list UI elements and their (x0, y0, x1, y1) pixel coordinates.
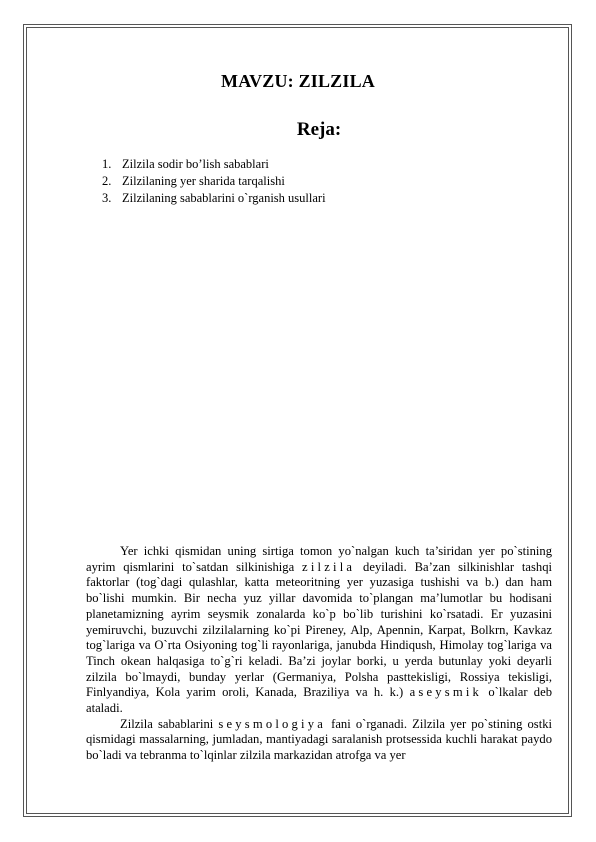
plan-item (102, 173, 326, 190)
plan-item-number: 1. (102, 157, 112, 171)
plan-heading: Reja: (296, 119, 342, 140)
paragraph-text: o`lkalar deb ataladi. (86, 685, 552, 716)
plan-list (102, 156, 326, 207)
paragraph-text: Yer ichki qismidan uning sirtiga tomon yo`nalgan kuch ta’siridan yer po`stining ayrim qismlarini to`satdan silkinishiga (86, 544, 552, 574)
paragraph-1 (86, 544, 552, 717)
plan-item (102, 156, 326, 173)
paragraph-2 (86, 717, 552, 764)
plan-item (102, 190, 326, 207)
body-text (86, 544, 552, 764)
paragraph-text: deyiladi. Ba’zan silkinishlar tashqi faktorlar (tog`dagi qulashlar, katta meteoritning yer yuzasiga tushishi va b.) dan ham bo`lishi mumkin. Bir necha yuz yillar davomida to`plangan ma’lumotlar bu hodisani planetamizning ayrim seysmik zonalarda ko`p bo`lib turishini ko`rsatadi. Er yuzasini yemiruvchi, buzuvchi zilzilalarning ko`pi Pireney, Alp, Apennin, Karpat, Bolkrn, Kavkaz tog`lariga va O`rta Osiyoning tog`li rayonlariga, janubda Hindiqush, Himolay tog`lariga va Tinch okean halqasiga to`g`ri keladi. Ba’zi joylar borki, u yerda butunlay yoki deyarli zilzila bo`lmaydi, bunday yerlar (Germaniya, Polsha pasttekisligi, Rossiya tekisligi, Finlyandiya, Kola yarim oroli, Kanada, Braziliya va h. k.) (86, 559, 552, 700)
plan-item-text: Zilzilaning yer sharida tarqalishi (122, 174, 285, 188)
term-seysmologiya: seysmologiya (218, 716, 327, 731)
plan-item-text: Zilzilaning sabablarini o`rganish usullari (122, 191, 326, 205)
plan-item-text: Zilzila sodir bo’lish sabablari (122, 157, 269, 171)
document-title: MAVZU: ZILZILA (221, 71, 375, 91)
plan-item-number: 3. (102, 191, 112, 205)
term-zilzila: zilzila (302, 559, 356, 574)
term-aseysmik: aseysmik (409, 685, 483, 700)
paragraph-text: fani o`rganadi. Zilzila yer po`stining ostki qismidagi massalarning, jumladan, mantiyadagi saralanish protsessida kuchli harakat paydo bo`ladi va tebranma to`lqinlar zilzila markazidan atrofga va yer (86, 716, 552, 763)
plan-item-number: 2. (102, 174, 112, 188)
paragraph-text: Zilzila sabablarini (120, 716, 219, 731)
